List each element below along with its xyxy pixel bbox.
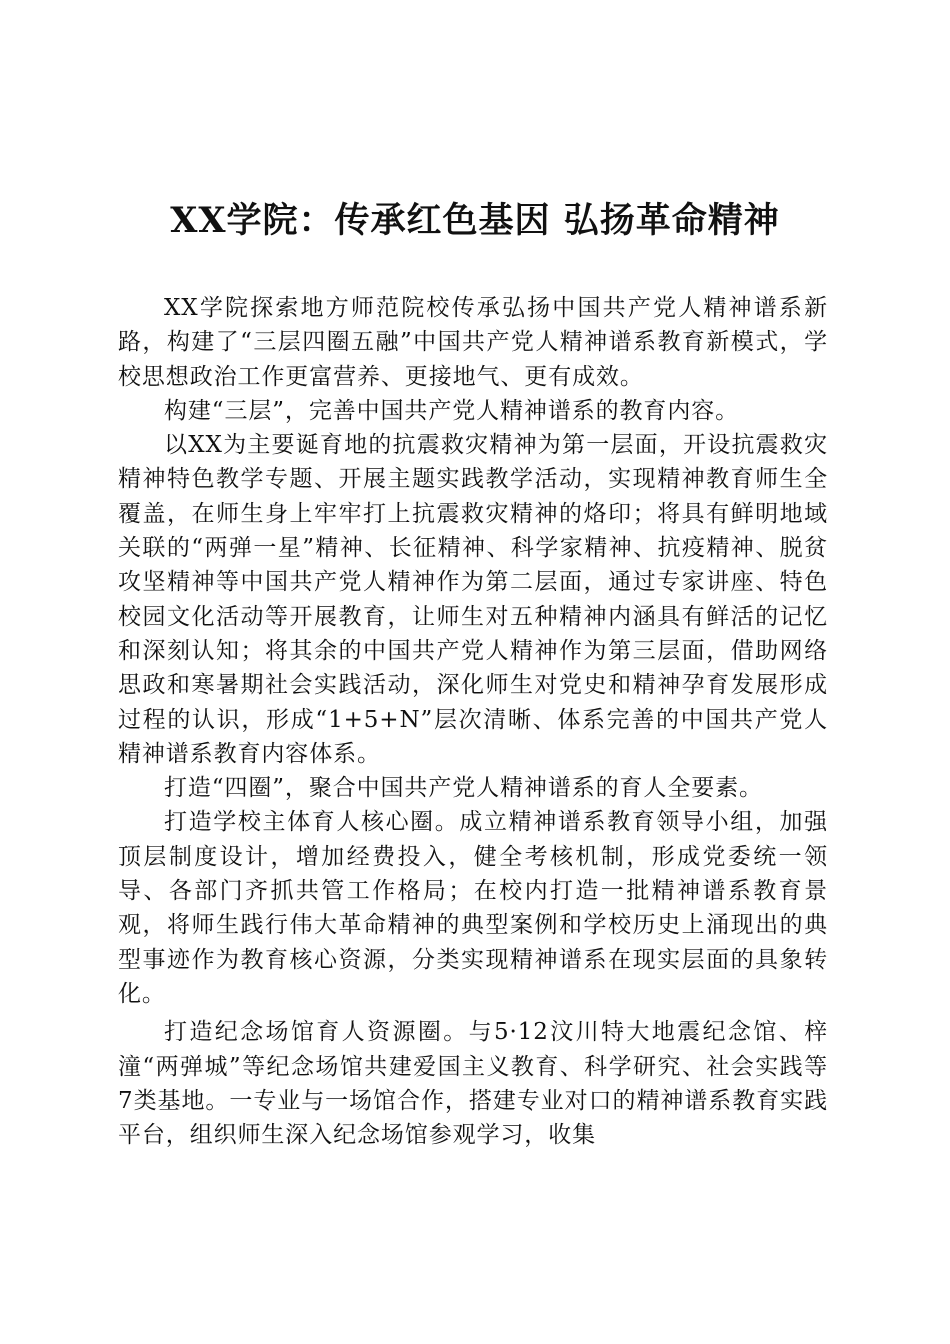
- paragraph-heading-three-layers: 构建“三层”，完善中国共产党人精神谱系的教育内容。: [164, 397, 740, 424]
- paragraph-heading-four-circles: 打造“四圈”，聚合中国共产党人精神谱系的育人全要素。: [164, 775, 763, 802]
- paragraph-intro: XX学院探索地方师范院校传承弘扬中国共产党人精神谱系新路，构建了“三层四圈五融”中国共产党人精神谱系教育新模式，学校思想政治工作更富营养、更接地气、更有成效。: [118, 295, 828, 390]
- paragraph-memorial-circle: 打造纪念场馆育人资源圈。与5·12汶川特大地震纪念馆、梓潼“两弹城”等纪念场馆共建爱国主义教育、科学研究、社会实践等7类基地。一专业与一场馆合作，搭建专业对口的精神谱系教育实践平台，组织师生深入纪念场馆参观学习，收集: [118, 1019, 828, 1149]
- paragraph-three-layers-detail: 以XX为主要诞育地的抗震救灾精神为第一层面，开设抗震救灾精神特色教学专题、开展主题实践教学活动，实现精神教育师生全覆盖，在师生身上牢牢打上抗震救灾精神的烙印；将具有鲜明地域关联的“两弹一星”精神、长征精神、科学家精神、抗疫精神、脱贫攻坚精神等中国共产党人精神作为第二层面，通过专家讲座、特色校园文化活动等开展教育，让师生对五种精神内涵具有鲜活的记忆和深刻认知；将其余的中国共产党人精神作为第三层面，借助网络思政和寒暑期社会实践活动，深化师生对党史和精神孕育发展形成过程的认识，形成“1+5+N”层次清晰、体系完善的中国共产党人精神谱系教育内容体系。: [118, 432, 828, 767]
- document-body: [118, 291, 828, 1152]
- paragraph-core-circle: 打造学校主体育人核心圈。成立精神谱系教育领导小组，加强顶层制度设计，增加经费投入，健全考核机制，形成党委统一领导、各部门齐抓共管工作格局；在校内打造一批精神谱系教育景观，将师生践行伟大革命精神的典型案例和学校历史上涌现出的典型事迹作为教育核心资源，分类实现精神谱系在现实层面的具象转化。: [118, 809, 828, 1007]
- document-title: XX学院：传承红色基因 弘扬革命精神: [170, 200, 780, 241]
